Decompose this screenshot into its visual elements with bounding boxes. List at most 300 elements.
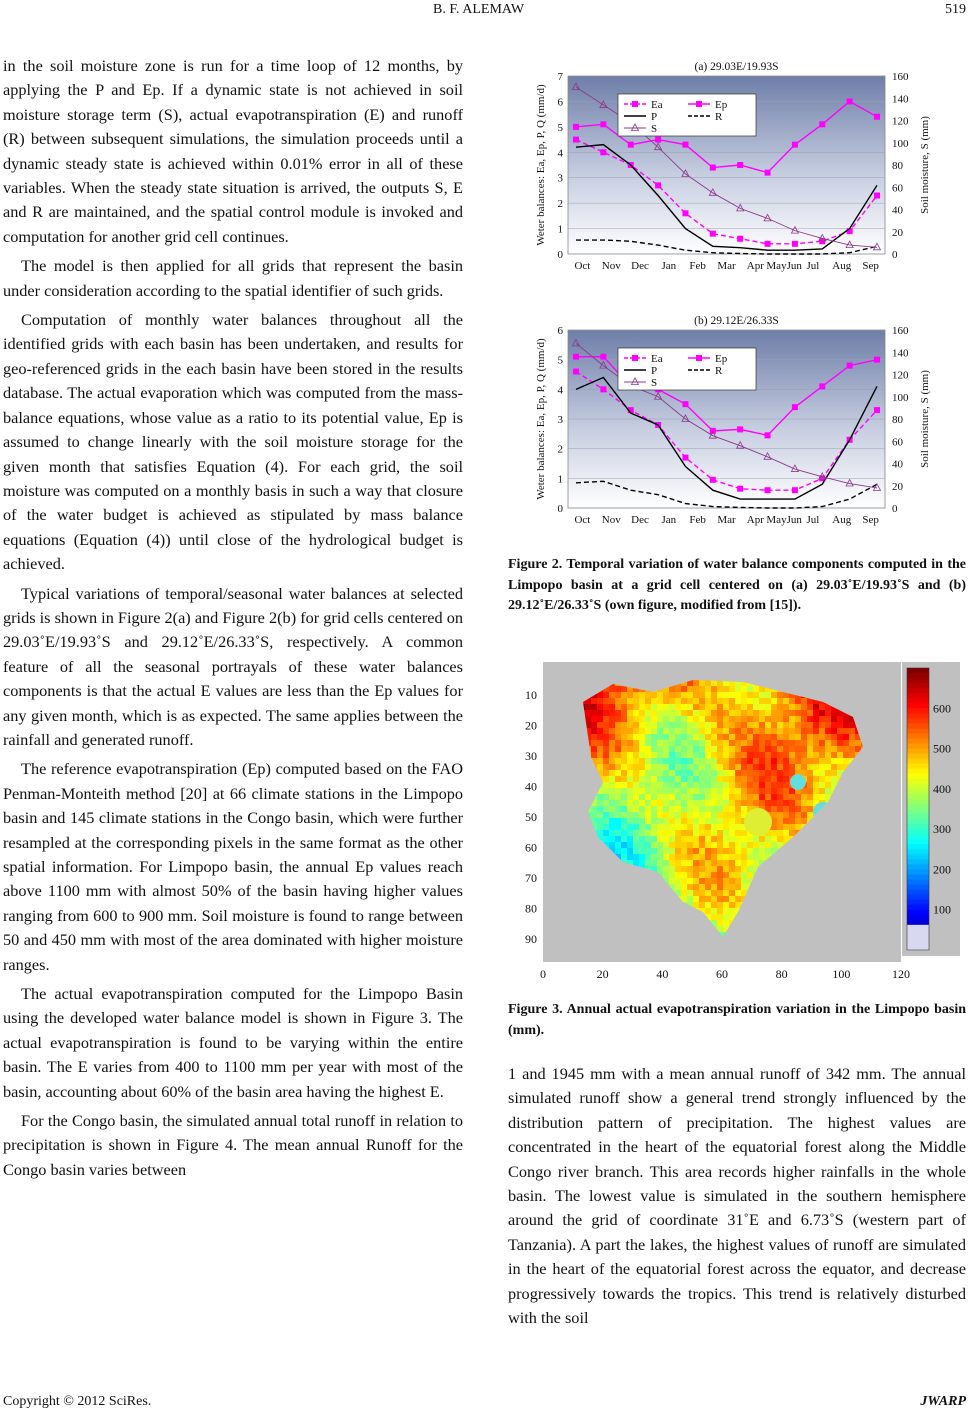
heatmap-cell (687, 890, 693, 896)
heatmap-cell (819, 776, 825, 782)
colorbar-segment (907, 819, 929, 825)
heatmap-cell (669, 806, 675, 812)
heatmap-cell (609, 770, 615, 776)
heatmap-cell (723, 908, 729, 914)
heatmap-cell (591, 734, 597, 740)
heatmap-cell (699, 740, 705, 746)
heatmap-cell (699, 710, 705, 716)
heatmap-cell (705, 812, 711, 818)
colorbar-segment (907, 749, 929, 755)
heatmap-cell (843, 746, 849, 752)
heatmap-cell (777, 704, 783, 710)
heatmap-cell (681, 866, 687, 872)
heatmap-cell (795, 752, 801, 758)
data-point-Ea (792, 241, 798, 247)
y-tick-label: 5 (557, 121, 563, 134)
heatmap-cell (807, 782, 813, 788)
heatmap-cell (711, 872, 717, 878)
heatmap-cell (753, 782, 759, 788)
heatmap-cell (729, 836, 735, 842)
y-tick-label: 0 (557, 503, 563, 515)
heatmap-cell (609, 836, 615, 842)
heatmap-cell (621, 842, 627, 848)
heatmap-cell (645, 818, 651, 824)
heatmap-cell (735, 878, 741, 884)
heatmap-cell (753, 692, 759, 698)
heatmap-cell (591, 812, 597, 818)
heatmap-cell (753, 740, 759, 746)
heatmap-cell (795, 740, 801, 746)
heatmap-cell (645, 698, 651, 704)
heatmap-cell (585, 716, 591, 722)
heatmap-cell (693, 896, 699, 902)
heatmap-cell (615, 806, 621, 812)
heatmap-cell (735, 764, 741, 770)
heatmap-cell (609, 710, 615, 716)
heatmap-cell (789, 704, 795, 710)
heatmap-cell (729, 716, 735, 722)
heatmap-cell (771, 698, 777, 704)
heatmap-cell (705, 908, 711, 914)
heatmap-cell (771, 692, 777, 698)
heatmap-cell (831, 758, 837, 764)
heatmap-cell (759, 698, 765, 704)
heatmap-cell (783, 776, 789, 782)
heatmap-cell (807, 722, 813, 728)
heatmap-cell (705, 764, 711, 770)
heatmap-cell (645, 770, 651, 776)
heatmap-cell (735, 836, 741, 842)
heatmap-cell (669, 740, 675, 746)
heatmap-cell (771, 824, 777, 830)
legend-label: R (715, 111, 723, 123)
heatmap-cell (819, 740, 825, 746)
heatmap-cell (759, 800, 765, 806)
heatmap-cell (669, 878, 675, 884)
heatmap-cell (735, 794, 741, 800)
heatmap-cell (813, 746, 819, 752)
heatmap-cell (645, 746, 651, 752)
heatmap-cell (633, 764, 639, 770)
heatmap-cell (693, 866, 699, 872)
heatmap-cell (651, 776, 657, 782)
heatmap-cell (711, 884, 717, 890)
heatmap-cell (705, 872, 711, 878)
colorbar-segment (907, 890, 929, 896)
heatmap-cell (657, 860, 663, 866)
heatmap-cell (723, 806, 729, 812)
heatmap-cell (597, 740, 603, 746)
heatmap-cell (603, 806, 609, 812)
heatmap-cell (609, 788, 615, 794)
heatmap-cell (717, 722, 723, 728)
right-column (508, 1062, 966, 1335)
heatmap-cell (711, 794, 717, 800)
heatmap-cell (711, 734, 717, 740)
heatmap-cell (807, 728, 813, 734)
heatmap-cell (711, 860, 717, 866)
heatmap-cell (681, 884, 687, 890)
heatmap-cell (651, 794, 657, 800)
heatmap-cell (639, 770, 645, 776)
data-point-Ep (792, 142, 798, 148)
heatmap-cell (783, 740, 789, 746)
heatmap-cell (813, 794, 819, 800)
heatmap-cell (699, 878, 705, 884)
heatmap-cell (711, 866, 717, 872)
heatmap-cell (651, 788, 657, 794)
heatmap-cell (669, 824, 675, 830)
heatmap-cell (633, 746, 639, 752)
heatmap-cell (675, 764, 681, 770)
x-tick-label: 120 (892, 967, 910, 981)
heatmap-cell (621, 704, 627, 710)
heatmap-cell (765, 752, 771, 758)
heatmap-cell (735, 716, 741, 722)
data-point-Ep (710, 165, 716, 171)
heatmap-cell (783, 794, 789, 800)
heatmap-cell (723, 752, 729, 758)
heatmap-cell (801, 716, 807, 722)
heatmap-cell (597, 704, 603, 710)
heatmap-cell (621, 770, 627, 776)
colorbar-segment (907, 834, 929, 840)
colorbar-segment (907, 744, 929, 750)
heatmap-cell (813, 710, 819, 716)
heatmap-cell (627, 740, 633, 746)
heatmap-cell (855, 740, 861, 746)
heatmap-cell (795, 698, 801, 704)
y-tick-label: 50 (525, 810, 537, 824)
heatmap-cell (693, 728, 699, 734)
x-tick-label: 0 (540, 967, 546, 981)
heatmap-cell (681, 698, 687, 704)
heatmap-cell (699, 704, 705, 710)
heatmap-cell (777, 776, 783, 782)
heatmap-cell (705, 878, 711, 884)
heatmap-cell (627, 734, 633, 740)
heatmap-cell (603, 836, 609, 842)
data-point-Ep (792, 404, 798, 410)
heatmap-cell (663, 710, 669, 716)
colorbar-segment (907, 829, 929, 835)
heatmap-cell (729, 812, 735, 818)
heatmap-cell (777, 746, 783, 752)
heatmap-cell (789, 824, 795, 830)
colorbar-segment (907, 759, 929, 765)
heatmap-cell (663, 812, 669, 818)
heatmap-cell (633, 728, 639, 734)
heatmap-cell (711, 704, 717, 710)
heatmap-cell (699, 896, 705, 902)
y2-axis-label: Soil moisture, S (mm) (919, 370, 931, 468)
heatmap-cell (603, 830, 609, 836)
heatmap-cell (825, 758, 831, 764)
heatmap-cell (603, 728, 609, 734)
heatmap-cell (639, 788, 645, 794)
heatmap-cell (795, 710, 801, 716)
heatmap-cell (621, 800, 627, 806)
heatmap-cell (621, 740, 627, 746)
heatmap-cell (789, 800, 795, 806)
colorbar-tick-label: 100 (933, 902, 951, 917)
heatmap-cell (711, 878, 717, 884)
heatmap-cell (621, 818, 627, 824)
heatmap-cell (657, 788, 663, 794)
heatmap-cell (639, 710, 645, 716)
heatmap-cell (849, 740, 855, 746)
heatmap-cell (771, 842, 777, 848)
heatmap-cell (795, 758, 801, 764)
heatmap-cell (609, 818, 615, 824)
heatmap-cell (747, 800, 753, 806)
heatmap-cell (831, 728, 837, 734)
heatmap-cell (723, 764, 729, 770)
heatmap-cell (729, 704, 735, 710)
heatmap-cell (705, 722, 711, 728)
heatmap-cell (705, 734, 711, 740)
heatmap-cell (693, 890, 699, 896)
heatmap-cell (735, 806, 741, 812)
heatmap-cell (843, 716, 849, 722)
heatmap-cell (753, 698, 759, 704)
y-tick-label: 3 (557, 414, 563, 426)
heatmap-cell (639, 728, 645, 734)
heatmap-cell (609, 734, 615, 740)
heatmap-cell (639, 824, 645, 830)
heatmap-cell (639, 764, 645, 770)
heatmap-cell (615, 842, 621, 848)
colorbar-segment (907, 880, 929, 886)
colorbar-segment (907, 885, 929, 891)
y2-tick-label: 60 (892, 436, 903, 449)
heatmap-cell (663, 842, 669, 848)
data-point-Ep (600, 354, 606, 360)
heatmap-cell (681, 692, 687, 698)
colorbar-segment (907, 673, 929, 679)
heatmap-cell (717, 770, 723, 776)
x-tick-label: Dec (631, 514, 649, 526)
heatmap-cell (651, 848, 657, 854)
heatmap-cell (657, 830, 663, 836)
heatmap-cell (645, 710, 651, 716)
heatmap-cell (705, 794, 711, 800)
heatmap-cell (621, 722, 627, 728)
heatmap-cell (663, 698, 669, 704)
heatmap-cell (771, 710, 777, 716)
y-tick-label: 1 (557, 473, 563, 486)
y-tick-label: 30 (525, 749, 537, 763)
heatmap-cell (693, 686, 699, 692)
heatmap-cell (603, 716, 609, 722)
y-tick-label: 6 (557, 96, 563, 109)
heatmap-cell (723, 776, 729, 782)
heatmap-cell (651, 812, 657, 818)
heatmap-cell (819, 722, 825, 728)
heatmap-cell (699, 692, 705, 698)
heatmap-cell (627, 692, 633, 698)
heatmap-cell (705, 860, 711, 866)
colorbar-segment (907, 910, 929, 916)
heatmap-cell (651, 716, 657, 722)
heatmap-cell (669, 722, 675, 728)
heatmap-cell (717, 872, 723, 878)
heatmap-cell (669, 842, 675, 848)
data-point-Ep (655, 137, 661, 143)
heatmap-cell (615, 830, 621, 836)
paragraph: in the soil moisture zone is run for a time loop of 12 months, by applying the P and Ep. If a dynamic state is not achieved in soil moisture storage term (S), actual evapotranspiration (E) and runoff (R) between subsequent simulations, the simulation proceeds until a dynamic steady state is achieved within 0.01% error in all of these variables. When the steady state situation is arrived, the outputs S, E and R are maintained, and the spatial control module is invoked and computation for another grid cell continues. (3, 56, 463, 246)
heatmap-cell (597, 806, 603, 812)
heatmap-cell (831, 740, 837, 746)
heatmap-cell (723, 698, 729, 704)
heatmap-cell (747, 770, 753, 776)
heatmap-cell (729, 788, 735, 794)
heatmap-cell (651, 764, 657, 770)
legend-label: R (715, 365, 723, 377)
heatmap-cell (717, 878, 723, 884)
legend-marker (632, 355, 638, 361)
heatmap-cell (819, 758, 825, 764)
heatmap-cell (651, 734, 657, 740)
heatmap-cell (783, 710, 789, 716)
heatmap-cell (771, 740, 777, 746)
heatmap-cell (669, 746, 675, 752)
chart-svg (530, 306, 970, 546)
heatmap-spot (744, 808, 772, 836)
y2-tick-label: 0 (892, 249, 898, 261)
heatmap-cell (777, 794, 783, 800)
heatmap-cell (765, 740, 771, 746)
heatmap-cell (771, 764, 777, 770)
heatmap-cell (795, 824, 801, 830)
heatmap-cell (693, 806, 699, 812)
heatmap-cell (657, 698, 663, 704)
heatmap-cell (831, 710, 837, 716)
heatmap-cell (699, 746, 705, 752)
heatmap-cell (633, 842, 639, 848)
heatmap-cell (729, 722, 735, 728)
heatmap-cell (723, 860, 729, 866)
heatmap-cell (711, 764, 717, 770)
heatmap-cell (639, 752, 645, 758)
heatmap-cell (711, 758, 717, 764)
heatmap-cell (807, 800, 813, 806)
heatmap-cell (639, 692, 645, 698)
y-tick-label: 60 (525, 840, 537, 855)
heatmap-cell (753, 758, 759, 764)
heatmap-cell (723, 740, 729, 746)
x-tick-label: Dec (631, 260, 649, 272)
heatmap-cell (735, 830, 741, 836)
heatmap-cell (675, 860, 681, 866)
colorbar-segment (907, 708, 929, 714)
left-column (3, 54, 463, 1187)
heatmap-cell (759, 842, 765, 848)
heatmap-cell (783, 800, 789, 806)
heatmap-cell (729, 854, 735, 860)
heatmap-cell (693, 734, 699, 740)
heatmap-cell (735, 704, 741, 710)
heatmap-cell (717, 734, 723, 740)
colorbar-segment (907, 779, 929, 785)
heatmap-cell (639, 734, 645, 740)
heatmap-cell (741, 776, 747, 782)
colorbar-segment (907, 774, 929, 780)
heatmap-cell (663, 746, 669, 752)
heatmap-cell (609, 758, 615, 764)
heatmap-cell (627, 698, 633, 704)
heatmap-cell (615, 776, 621, 782)
heatmap-cell (687, 818, 693, 824)
heatmap-cell (705, 854, 711, 860)
heatmap-cell (729, 842, 735, 848)
heatmap-cell (645, 752, 651, 758)
x-tick-label: 20 (596, 967, 609, 981)
heatmap-cell (819, 794, 825, 800)
heatmap-cell (801, 704, 807, 710)
heatmap-cell (699, 842, 705, 848)
heatmap-cell (693, 698, 699, 704)
heatmap-cell (729, 740, 735, 746)
heatmap-cell (693, 746, 699, 752)
heatmap-cell (633, 716, 639, 722)
heatmap-cell (741, 728, 747, 734)
heatmap-cell (717, 740, 723, 746)
heatmap-cell (813, 728, 819, 734)
data-point-Ep (847, 98, 853, 104)
heatmap-cell (669, 854, 675, 860)
heatmap-cell (717, 716, 723, 722)
heatmap-cell (669, 836, 675, 842)
heatmap-cell (627, 782, 633, 788)
heatmap-cell (681, 770, 687, 776)
colorbar-segment (907, 678, 929, 684)
heatmap-cell (753, 794, 759, 800)
heatmap-cell (729, 824, 735, 830)
running-header-author: B. F. ALEMAW (433, 2, 525, 17)
heatmap-cell (693, 854, 699, 860)
heatmap-cell (687, 752, 693, 758)
heatmap-cell (627, 728, 633, 734)
heatmap-cell (849, 746, 855, 752)
heatmap-cell (699, 770, 705, 776)
heatmap-cell (621, 848, 627, 854)
heatmap-cell (633, 710, 639, 716)
heatmap-cell (621, 854, 627, 860)
data-point-Ea (765, 487, 771, 493)
heatmap-cell (639, 746, 645, 752)
heatmap-cell (657, 806, 663, 812)
x-tick-label: Feb (689, 260, 706, 272)
heatmap-cell (687, 758, 693, 764)
heatmap-cell (747, 776, 753, 782)
heatmap-cell (681, 716, 687, 722)
colorbar-segment (907, 900, 929, 906)
heatmap-cell (717, 830, 723, 836)
heatmap-cell (639, 716, 645, 722)
heatmap-cell (693, 710, 699, 716)
heatmap-cell (681, 890, 687, 896)
heatmap-cell (615, 746, 621, 752)
heatmap-cell (747, 752, 753, 758)
heatmap-cell (687, 698, 693, 704)
heatmap-cell (741, 878, 747, 884)
heatmap-cell (621, 758, 627, 764)
heatmap-cell (729, 692, 735, 698)
heatmap-cell (783, 818, 789, 824)
heatmap-cell (681, 824, 687, 830)
heatmap-cell (789, 764, 795, 770)
